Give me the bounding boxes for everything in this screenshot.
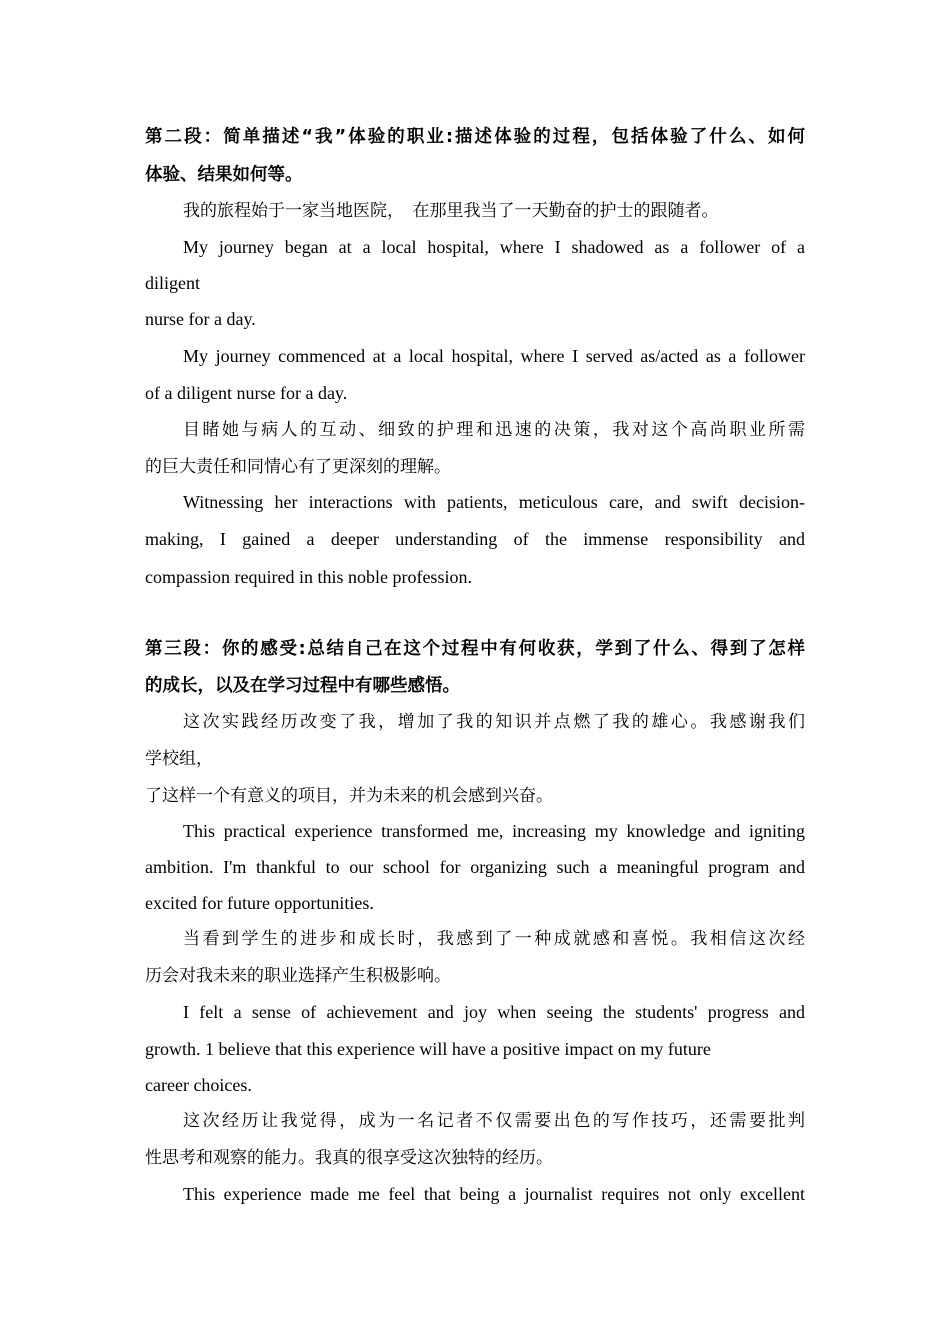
section3-en2-line1: I felt a sense of achievement and joy when seeing the students' progress and [183, 1002, 805, 1022]
section3-heading-line2: 的成长，以及在学习过程中有哪些感悟。 [145, 676, 460, 696]
section3-en3-line1: This experience made me feel that being a journalist requires not only excellent [183, 1184, 805, 1204]
section3-en1-line3: excited for future opportunities. [145, 893, 374, 913]
section3-en1-line2: ambition. I'm thankful to our school for organizing such a meaningful program and [145, 857, 805, 877]
section2-en2-line1: My journey commenced at a local hospital, where I served as/acted as a follower [183, 346, 805, 366]
section2-heading-line2: 体验、结果如何等。 [145, 165, 303, 185]
section3-cn1-line2: 学校组， [145, 749, 213, 769]
section2-cn1: 我的旅程始于一家当地医院， 在那里我当了一天勤奋的护士的跟随者。 [183, 201, 719, 221]
section3-en2-line2: growth. 1 believe that this experience will have a positive impact on my future [145, 1039, 711, 1059]
section2-heading-line1: 第二段：简单描述“我”体验的职业:描述体验的过程，包括体验了什么、如何 [145, 127, 805, 147]
section3-en1-line1: This practical experience transformed me, increasing my knowledge and igniting [183, 821, 805, 841]
section2-en1-line2: diligent [145, 273, 200, 293]
section2-en1-line3: nurse for a day. [145, 309, 256, 329]
section2-en2-line2: of a diligent nurse for a day. [145, 383, 348, 403]
section3-cn2-line2: 历会对我未来的职业选择产生积极影响。 [145, 966, 451, 986]
section2-en3-line1: Witnessing her interactions with patients, meticulous care, and swift decision- [183, 492, 805, 512]
section3-cn2-line1: 当看到学生的进步和成长时，我感到了一种成就感和喜悦。我相信这次经 [183, 929, 805, 949]
section2-en3-line2: making, I gained a deeper understanding of the immense responsibility and [145, 529, 805, 549]
section3-cn3-line2: 性思考和观察的能力。我真的很享受这次独特的经历。 [145, 1148, 553, 1168]
section2-en3-line3: compassion required in this noble profession. [145, 567, 472, 587]
section3-cn3-line1: 这次经历让我觉得，成为一名记者不仅需要出色的写作技巧，还需要批判 [183, 1111, 805, 1131]
section3-en2-line3: career choices. [145, 1075, 252, 1095]
section2-cn2-line1: 目睹她与病人的互动、细致的护理和迅速的决策，我对这个高尚职业所需 [183, 420, 805, 440]
section3-cn1-line1: 这次实践经历改变了我，增加了我的知识并点燃了我的雄心。我感谢我们 [183, 712, 805, 732]
section3-heading-line1: 第三段：你的感受:总结自己在这个过程中有何收获，学到了什么、得到了怎样 [145, 639, 805, 659]
section2-cn2-line2: 的巨大责任和同情心有了更深刻的理解。 [145, 457, 451, 477]
section3-cn1-line3: 了这样一个有意义的项目，并为未来的机会感到兴奋。 [145, 786, 553, 806]
section2-en1-line1: My journey began at a local hospital, where I shadowed as a follower of a [183, 237, 805, 257]
